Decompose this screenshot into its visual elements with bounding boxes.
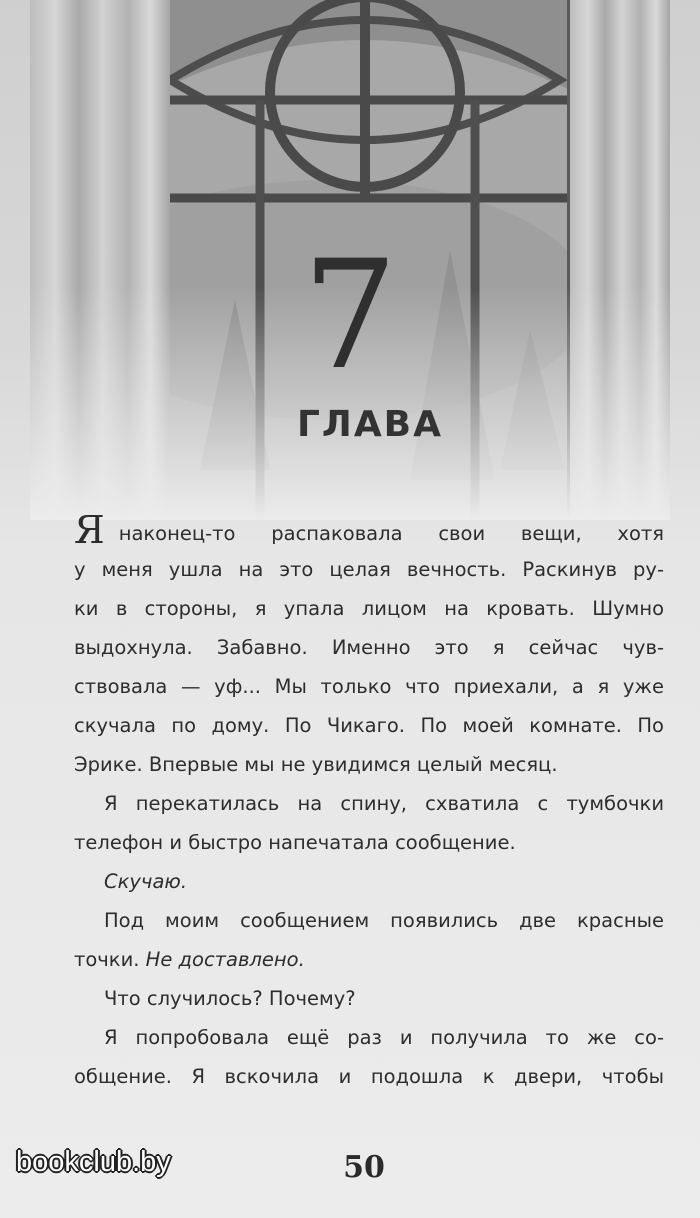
text-line: у меня ушла на это целая вечность. Раскинув ру- [74, 558, 664, 581]
text-line: Эрике. Впервые мы не увидимся целый месяц. [74, 753, 558, 776]
text-line: общение. Я вскочила и подошла к двери, чтобы [74, 1065, 664, 1088]
chapter-heading: ГЛАВА [296, 404, 443, 445]
text-line: телефон и быстро напечатала сообщение. [74, 831, 516, 854]
page-number: 50 [343, 1150, 385, 1185]
drop-cap: Я [74, 508, 105, 552]
text-line: точки. Не доставлено. [74, 948, 305, 971]
chapter-text [74, 508, 664, 1096]
text-line: Янаконец-то распаковала свои вещи, хотя [74, 508, 664, 552]
italic-message: Скучаю. [104, 870, 188, 893]
text-line [74, 862, 664, 901]
text-line: Я перекатилась на спину, схватила с тумбочки [104, 792, 664, 815]
text-line: Под моим сообщением появились две красные [104, 909, 664, 932]
italic-status: Не доставлено. [145, 948, 305, 971]
text-line: Что случилось? Почему? [104, 987, 356, 1010]
watermark: bookclub.by [16, 1146, 171, 1178]
text-line: ки в стороны, я упала лицом на кровать. Шумно [74, 597, 664, 620]
text-line: выдохнула. Забавно. Именно это я сейчас чув- [74, 636, 664, 659]
chapter-number: 7 [302, 229, 398, 403]
text-line: скучала по дому. По Чикаго. По моей комнате. По [74, 714, 664, 737]
text-line: ствовала — уф... Мы только что приехали, а я уже [74, 675, 664, 698]
text-line: Я попробовала ещё раз и получила то же со- [104, 1026, 664, 1049]
